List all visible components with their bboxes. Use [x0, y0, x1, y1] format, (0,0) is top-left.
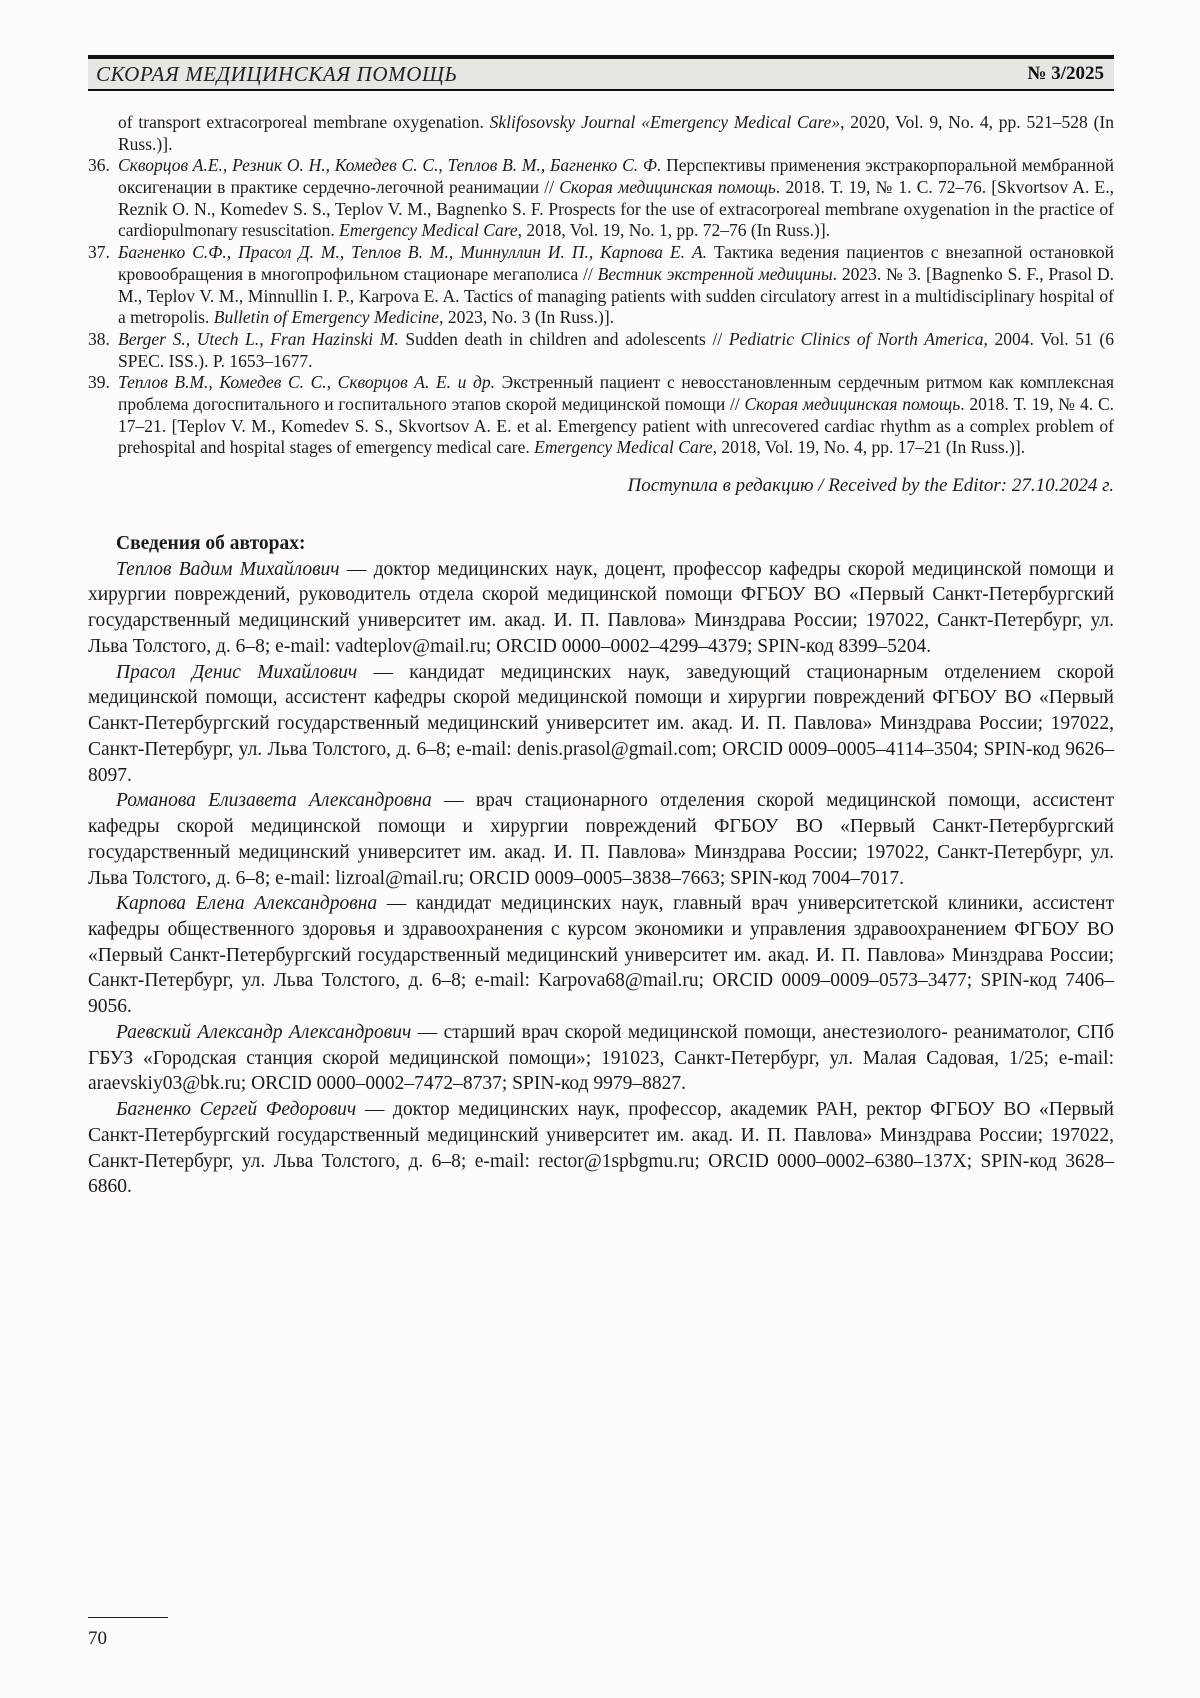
- received-line: Поступила в редакцию / Received by the Editor: 27.10.2024 г.: [627, 475, 1114, 496]
- reference-number: 39.: [88, 372, 110, 393]
- authors-list: [88, 557, 1114, 1200]
- reference-item: [88, 372, 1114, 459]
- author-name: Прасол Денис Михайлович: [116, 661, 358, 683]
- page-number: 70: [88, 1628, 107, 1649]
- page-content: [88, 112, 1114, 1200]
- author-details: — доктор медицинских наук, профессор, академик РАН, ректор ФГБОУ ВО «Первый Санкт-Петербургский государственный медицинский университет им. акад. И. П. Павлова» Минздрава России; 197022, Санкт-Петербург, ул. Льва Толстого, д. 6–8; e-mail: rector@1spbgmu.ru; ORCID 0000–0002–6380–137X; SPIN-код 3628–6860.: [88, 1099, 1114, 1198]
- reference-text: Скворцов А.Е., Резник О. Н., Комедев С. С., Теплов В. М., Багненко С. Ф. Перспективы применения экстракорпоральной мембранной оксигенации в практике сердечно-легочной реанимации // Скорая медицинская помощь. 2018. Т. 19, № 1. С. 72–76. [Skvortsov A. E., Reznik O. N., Komedev S. S., Teplov V. M., Bagnenko S. F. Prospects for the use of extracorporeal membrane oxygenation in the practice of cardiopulmonary resuscitation. Emergency Medical Care, 2018, Vol. 19, No. 1, pp. 72–76 (In Russ.)].: [118, 155, 1114, 241]
- author-name: Раевский Александр Александрович: [116, 1021, 412, 1043]
- reference-text: Теплов В.М., Комедев С. С., Скворцов А. Е. и др. Экстренный пациент с невосстановленным сердечным ритмом как комплексная проблема догоспитального и госпитального этапов скорой медицинской помощи // Скорая медицинская помощь. 2018. Т. 19, № 4. С. 17–21. [Teplov V. M., Komedev S. S., Skvortsov A. E. et al. Emergency patient with unrecovered cardiac rhythm as a complex problem of prehospital and hospital stages of emergency medical care. Emergency Medical Care, 2018, Vol. 19, No. 4, pp. 17–21 (In Russ.)].: [118, 372, 1115, 458]
- authors-section: [88, 531, 1114, 1200]
- reference-item: [88, 329, 1114, 372]
- author-entry: [88, 788, 1114, 891]
- author-details: — старший врач скорой медицинской помощи, анестезиолого- реаниматолог, СПб ГБУЗ «Городская станция скорой медицинской помощи»; 191023, Санкт-Петербург, ул. Малая Садовая, 1/25; e-mail: araevskiy03@bk.ru; ORCID 0000–0002–7472–8737; SPIN-код 9979–8827.: [88, 1021, 1114, 1095]
- reference-item: [88, 155, 1114, 242]
- author-details: — доктор медицинских наук, доцент, профессор кафедры скорой медицинской помощи и хирургии повреждений, руководитель отдела скорой медицинской помощи ФГБОУ ВО «Первый Санкт-Петербургский государственный медицинский университет им. акад. И. П. Павлова» Минздрава России; 197022, Санкт-Петербург, ул. Льва Толстого, д. 6–8; e-mail: vadteplov@mail.ru; ORCID 0000–0002–4299–4379; SPIN-код 8399–5204.: [88, 558, 1114, 657]
- author-details: — кандидат медицинских наук, главный врач университетской клиники, ассистент кафедры общественного здоровья и здравоохранения с курсом экономики и управления здравоохранением ФГБОУ ВО «Первый Санкт-Петербургский государственный медицинский университет им. акад. И. П. Павлова» Минздрава России; Санкт-Петербург, ул. Льва Толстого, д. 6–8; e-mail: Karpova68@mail.ru; ORCID 0009–0009–0573–3477; SPIN-код 7406–9056.: [88, 893, 1114, 1018]
- reference-number: 36.: [88, 155, 110, 176]
- author-entry: [88, 660, 1114, 789]
- author-name: Багненко Сергей Федорович: [116, 1099, 357, 1121]
- author-details: — врач стационарного отделения скорой медицинской помощи, ассистент кафедры скорой медицинской помощи и хирургии повреждений ФГБОУ ВО «Первый Санкт-Петербургский государственный медицинский университет им. акад. И. П. Павлова» Минздрава России; 197022, Санкт-Петербург, ул. Льва Толстого, д. 6–8; e-mail: lizroal@mail.ru; ORCID 0009–0005–3838–7663; SPIN-код 7004–7017.: [88, 790, 1114, 889]
- author-name: Романова Елизавета Александровна: [116, 790, 432, 812]
- reference-number: 38.: [88, 328, 110, 349]
- reference-continuation: of transport extracorporeal membrane oxygenation. Sklifosovsky Journal «Emergency Medical Care», 2020, Vol. 9, No. 4, pp. 521–528 (In Russ.)].: [118, 112, 1114, 154]
- journal-header: [88, 55, 1114, 91]
- reference-text: Berger S., Utech L., Fran Hazinski M. Sudden death in children and adolescents // Pediatric Clinics of North America, 2004. Vol. 51 (6 SPEC. ISS.). P. 1653–1677.: [118, 328, 1114, 371]
- authors-heading: Сведения об авторах:: [116, 533, 306, 554]
- author-name: Теплов Вадим Михайлович: [116, 558, 340, 580]
- reference-text: Багненко С.Ф., Прасол Д. М., Теплов В. М., Миннуллин И. П., Карпова Е. А. Тактика ведения пациентов с внезапной остановкой кровообращения в многопрофильном стационаре мегаполиса // Вестник экстренной медицины. 2023. № 3. [Bagnenko S. F., Prasol D. M., Teplov V. M., Minnullin I. P., Karpova E. A. Tactics of managing patients with sudden circulatory arrest in a multidisciplinary hospital of a metropolis. Bulletin of Emergency Medicine, 2023, No. 3 (In Russ.)].: [118, 242, 1114, 328]
- author-entry: [88, 557, 1114, 660]
- reference-number: 37.: [88, 242, 110, 263]
- author-entry: [88, 891, 1114, 1020]
- author-name: Карпова Елена Александровна: [116, 893, 378, 915]
- journal-title: СКОРАЯ МЕДИЦИНСКАЯ ПОМОЩЬ: [96, 61, 458, 86]
- references-list: [88, 155, 1114, 459]
- author-details: — кандидат медицинских наук, заведующий стационарным отделением скорой медицинской помощи, ассистент кафедры скорой медицинской помощи и хирургии повреждений ФГБОУ ВО «Первый Санкт-Петербургский государственный медицинский университет им. акад. И. П. Павлова» Минздрава России; 197022, Санкт-Петербург, ул. Льва Толстого, д. 6–8; e-mail: denis.prasol@gmail.com; ORCID 0009–0005–4114–3504; SPIN-код 9626–8097.: [88, 661, 1114, 786]
- author-entry: [88, 1097, 1114, 1200]
- references-section: [88, 112, 1114, 459]
- footer-rule: [88, 1617, 168, 1618]
- author-entry: [88, 1020, 1114, 1097]
- issue-number: № 3/2025: [1027, 63, 1104, 84]
- reference-item: [88, 242, 1114, 329]
- page-footer: [88, 1617, 168, 1650]
